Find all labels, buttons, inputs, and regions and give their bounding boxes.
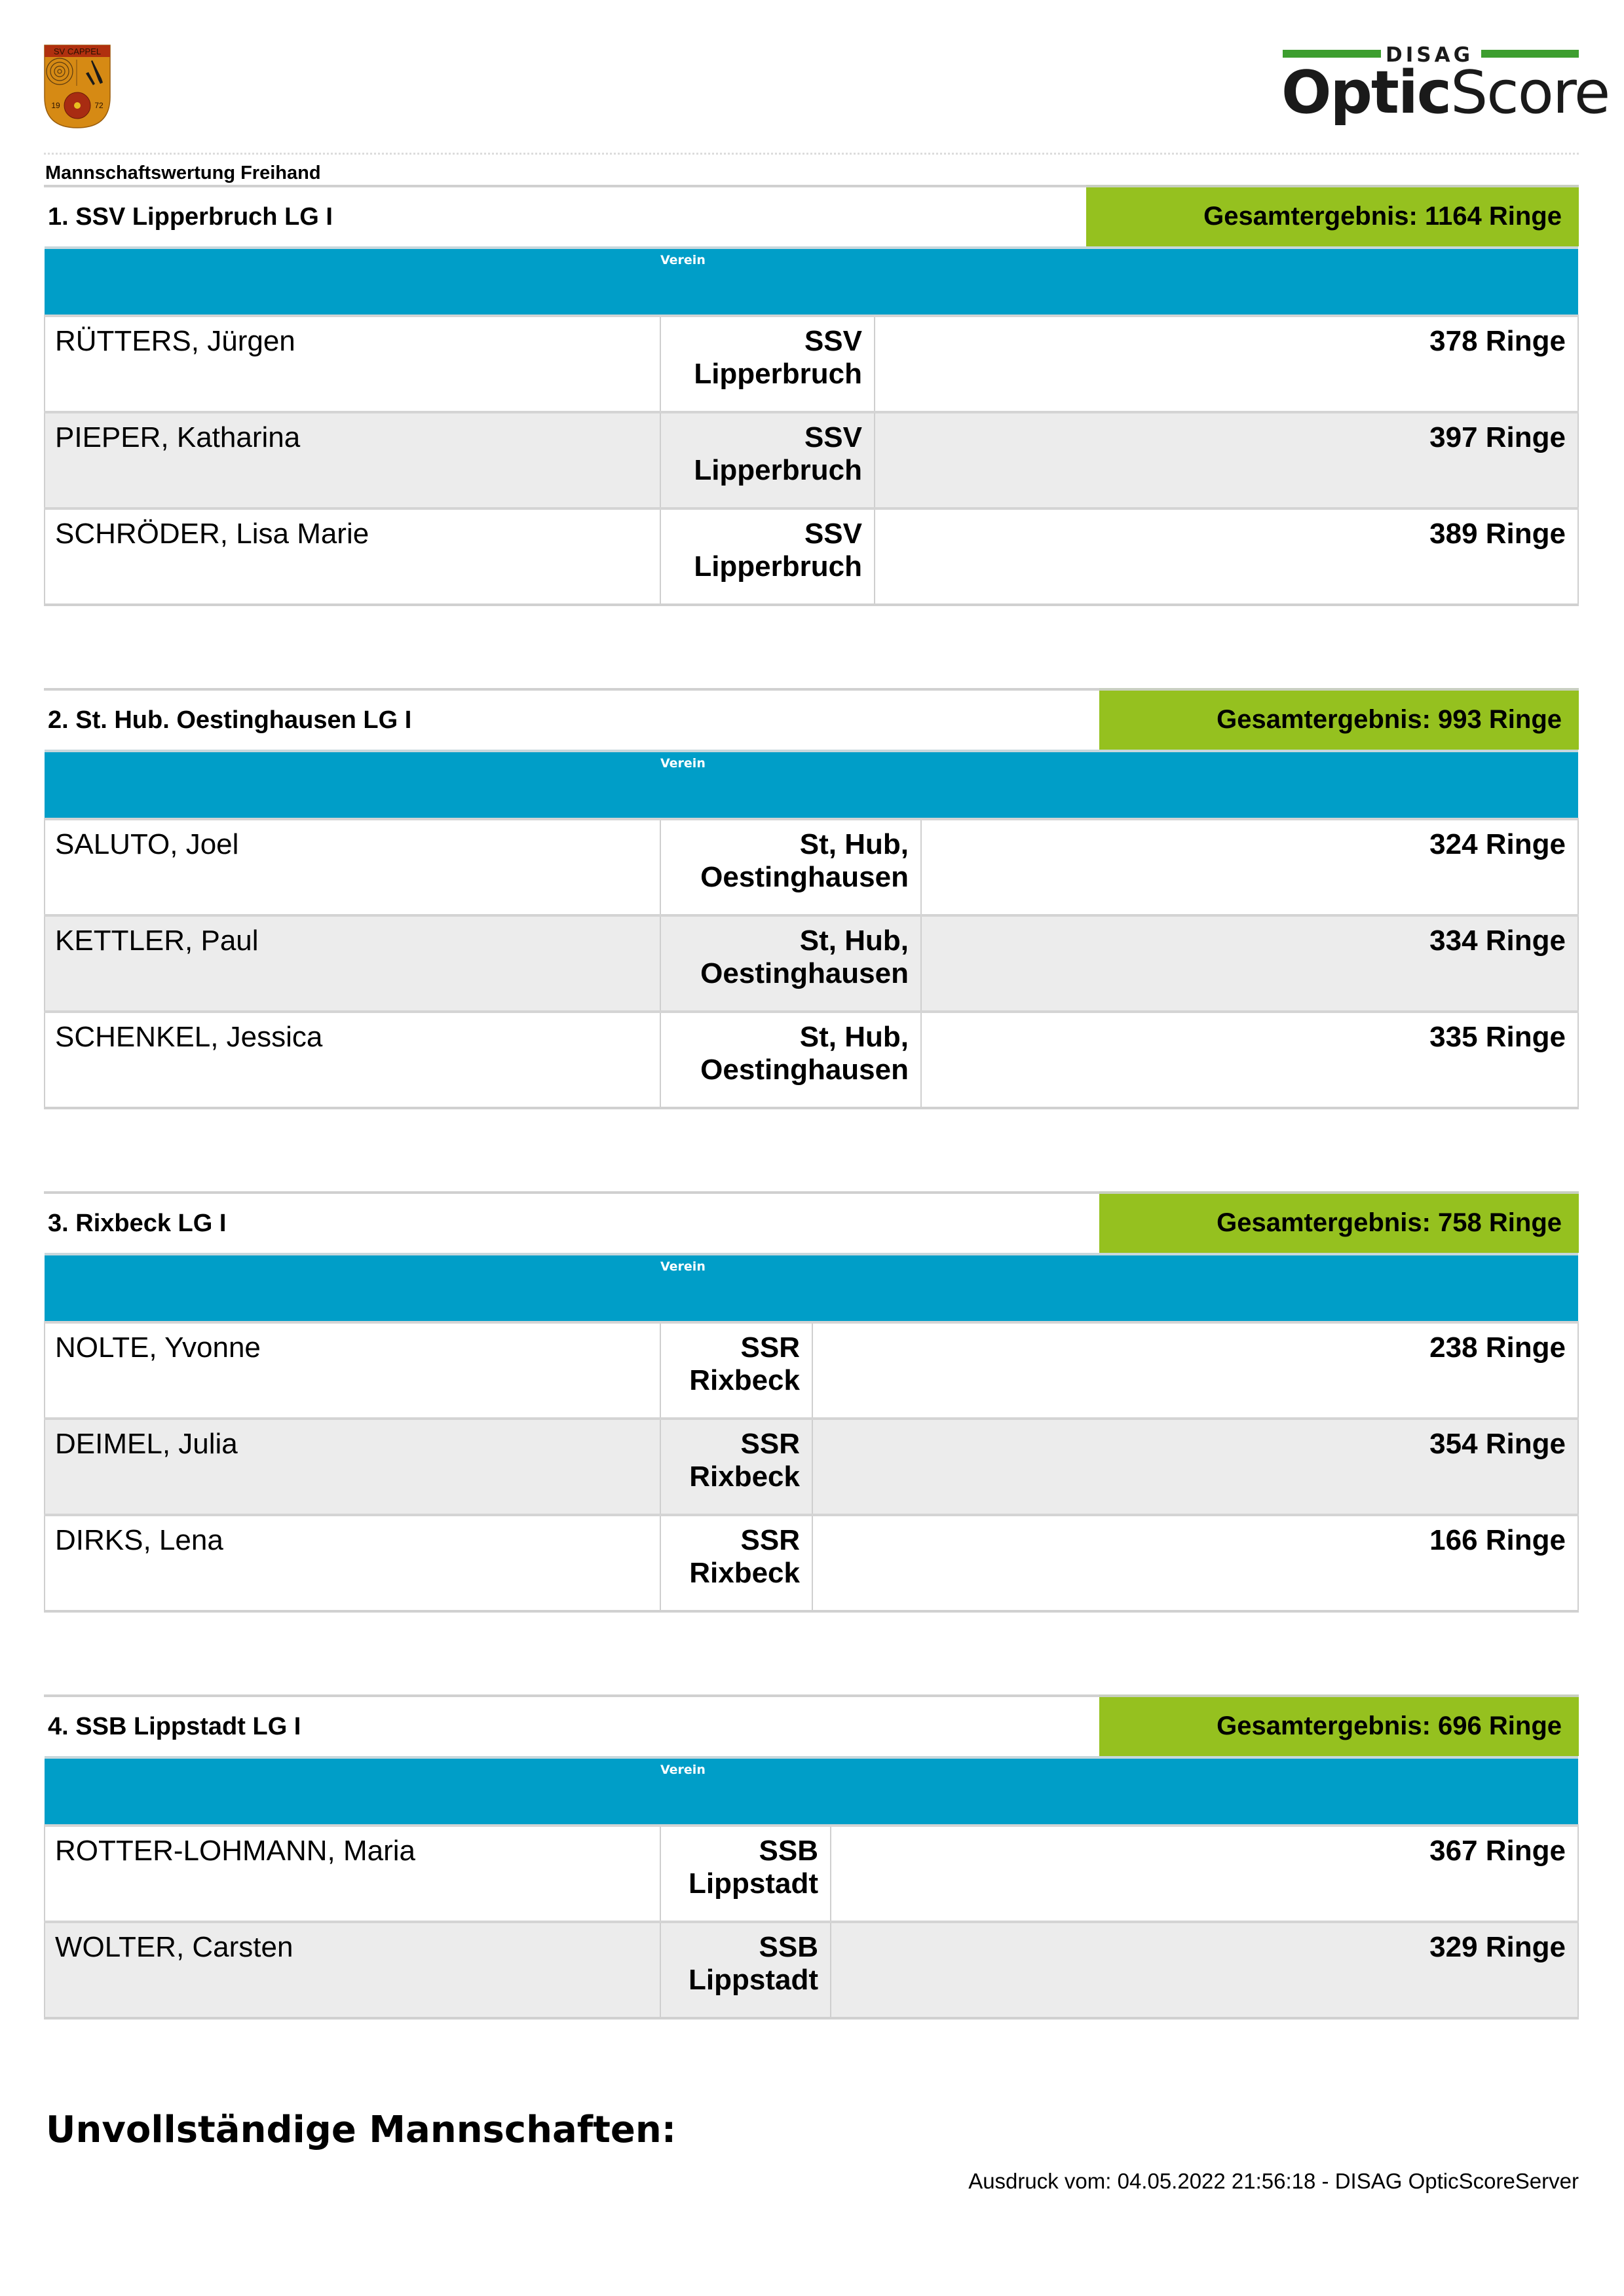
team-total-value: 1164 Ringe — [1424, 202, 1562, 231]
incomplete-teams-heading: Unvollständige Mannschaften: — [46, 2109, 677, 2151]
shooter-club: SSR Rixbeck — [660, 1322, 812, 1419]
team-header — [44, 688, 1579, 750]
brand-bar-left — [1283, 50, 1381, 58]
brand-top-word: DISAG — [1386, 43, 1474, 67]
column-header-name — [45, 248, 660, 316]
shooter-name: KETTLER, Paul — [45, 915, 660, 1012]
shooter-score: 367 Ringe — [831, 1826, 1578, 1922]
shooter-score: 334 Ringe — [921, 915, 1578, 1012]
shooter-club: SSV Lipperbruch — [660, 508, 875, 605]
shooter-club: SSB Lippstadt — [660, 1826, 831, 1922]
print-footer: Ausdruck vom: 04.05.2022 21:56:18 - DISAG OpticScoreServer — [968, 2169, 1579, 2193]
club-crest-logo — [44, 45, 111, 128]
team-title: 2. St. Hub. Oestinghausen LG I — [48, 706, 412, 734]
table-row — [45, 1012, 1578, 1108]
table-row — [45, 412, 1578, 508]
shooter-club: SSV Lipperbruch — [660, 412, 875, 508]
team-header — [44, 1191, 1579, 1253]
team-total-badge: Gesamtergebnis: 758 Ringe — [1099, 1191, 1579, 1253]
brand-name: OpticScore — [1281, 58, 1610, 127]
shooter-name: SCHENKEL, Jessica — [45, 1012, 660, 1108]
crest-title: SV CAPPEL — [53, 47, 102, 56]
column-header-club: Verein — [660, 1757, 831, 1826]
team-total-badge: Gesamtergebnis: 696 Ringe — [1099, 1694, 1579, 1756]
team-table — [44, 1756, 1579, 2019]
disag-opticscore-logo — [1281, 43, 1610, 131]
team-header — [44, 1694, 1579, 1756]
shooter-club: St, Hub, Oestinghausen — [660, 1012, 921, 1108]
team-total-value: 696 Ringe — [1438, 1712, 1562, 1740]
column-header-club: Verein — [660, 248, 875, 316]
shooter-club: SSB Lippstadt — [660, 1922, 831, 2018]
team-section — [44, 185, 1579, 606]
shooter-name: SCHRÖDER, Lisa Marie — [45, 508, 660, 605]
team-total-badge: Gesamtergebnis: 993 Ringe — [1099, 688, 1579, 750]
column-header-name — [45, 751, 660, 819]
team-title: 4. SSB Lippstadt LG I — [48, 1713, 301, 1740]
column-header-club: Verein — [660, 1254, 812, 1322]
column-header-score — [812, 1254, 1578, 1322]
column-header-club: Verein — [660, 751, 921, 819]
svg-text:19: 19 — [51, 101, 60, 110]
table-row — [45, 316, 1578, 412]
table-row — [45, 1922, 1578, 2018]
column-header-name — [45, 1254, 660, 1322]
shooter-score: 397 Ringe — [875, 412, 1578, 508]
shooter-score: 329 Ringe — [831, 1922, 1578, 2018]
column-header-score — [921, 751, 1578, 819]
shooter-name: DIRKS, Lena — [45, 1515, 660, 1611]
column-header-score — [831, 1757, 1578, 1826]
shooter-name: PIEPER, Katharina — [45, 412, 660, 508]
brand-bar-right — [1481, 50, 1579, 58]
shooter-score: 335 Ringe — [921, 1012, 1578, 1108]
shooter-club: SSR Rixbeck — [660, 1419, 812, 1515]
team-total-value: 758 Ringe — [1438, 1208, 1562, 1237]
shooter-club: St, Hub, Oestinghausen — [660, 819, 921, 915]
shooter-score: 238 Ringe — [812, 1322, 1578, 1419]
rose-icon — [64, 92, 90, 119]
shooter-score: 324 Ringe — [921, 819, 1578, 915]
table-row — [45, 1515, 1578, 1611]
shooter-name: WOLTER, Carsten — [45, 1922, 660, 2018]
report-title: Mannschaftswertung Freihand — [45, 163, 321, 183]
team-total-badge: Gesamtergebnis: 1164 Ringe — [1086, 185, 1579, 246]
shooter-score: 389 Ringe — [875, 508, 1578, 605]
shooter-score: 354 Ringe — [812, 1419, 1578, 1515]
team-title: 3. Rixbeck LG I — [48, 1210, 227, 1237]
shooter-club: St, Hub, Oestinghausen — [660, 915, 921, 1012]
table-row — [45, 1322, 1578, 1419]
svg-text:72: 72 — [94, 101, 104, 110]
column-header-name — [45, 1757, 660, 1826]
table-row — [45, 819, 1578, 915]
shooter-name: SALUTO, Joel — [45, 819, 660, 915]
shooter-name: ROTTER-LOHMANN, Maria — [45, 1826, 660, 1922]
team-title: 1. SSV Lipperbruch LG I — [48, 203, 333, 231]
table-row — [45, 1826, 1578, 1922]
table-row — [45, 508, 1578, 605]
team-total-value: 993 Ringe — [1438, 705, 1562, 734]
shooter-name: RÜTTERS, Jürgen — [45, 316, 660, 412]
team-table — [44, 246, 1579, 606]
shooter-score: 378 Ringe — [875, 316, 1578, 412]
team-header — [44, 185, 1579, 246]
shooter-name: NOLTE, Yvonne — [45, 1322, 660, 1419]
team-table — [44, 750, 1579, 1109]
shooter-club: SSV Lipperbruch — [660, 316, 875, 412]
team-section — [44, 1694, 1579, 2019]
team-section — [44, 688, 1579, 1109]
column-header-score — [875, 248, 1578, 316]
team-table — [44, 1253, 1579, 1613]
shooter-score: 166 Ringe — [812, 1515, 1578, 1611]
shooter-name: DEIMEL, Julia — [45, 1419, 660, 1515]
table-row — [45, 1419, 1578, 1515]
table-row — [45, 915, 1578, 1012]
team-section — [44, 1191, 1579, 1613]
header-separator — [44, 153, 1579, 155]
shooter-club: SSR Rixbeck — [660, 1515, 812, 1611]
